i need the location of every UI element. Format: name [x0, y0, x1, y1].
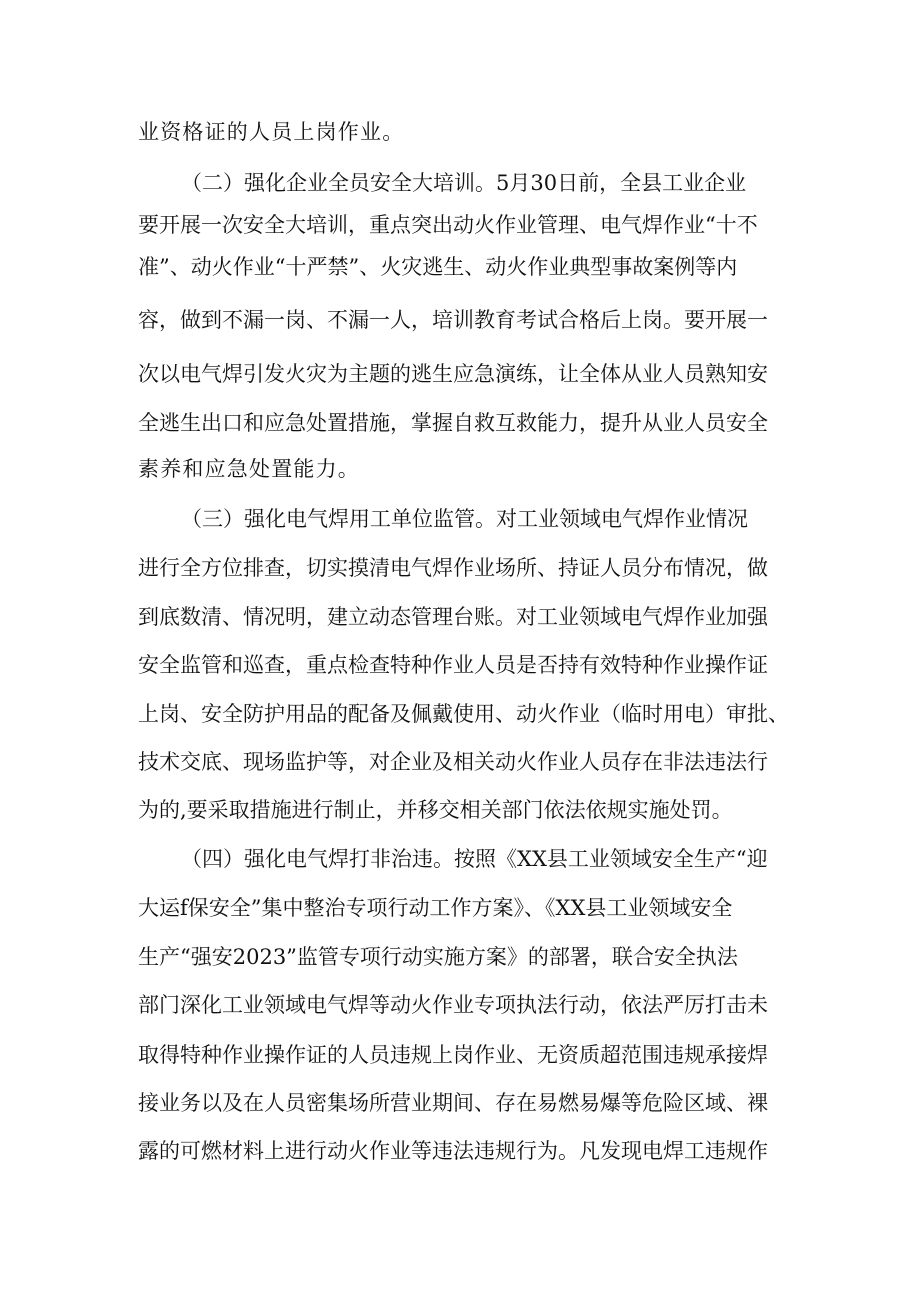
text-line: 素养和应急处置能力。 — [138, 457, 360, 481]
text-line: 生产“强安2023”监管专项行动实施方案》的部署，联合安全执法 — [138, 945, 738, 969]
text-line: 准”、动火作业“十严禁”、火灾逃生、动火作业典型事故案例等内 — [138, 255, 738, 279]
text-line: 要开展一次安全大培训，重点突出动火作业管理、电气焊作业“十不 — [138, 213, 758, 237]
text-line: 全逃生出口和应急处置措施，掌握自救互救能力，提升从业人员安全 — [138, 411, 768, 435]
text-line: （三）强化电气焊用工单位监管。对工业领域电气焊作业情况 — [181, 507, 748, 531]
text-line: 露的可燃材料上进行动火作业等违法违规行为。凡发现电焊工违规作 — [138, 1139, 768, 1163]
text-line: 技术交底、现场监护等，对企业及相关动火作业人员存在非法违法行 — [138, 750, 768, 774]
text-line: 取得特种作业操作证的人员违规上岗作业、无资质超范围违规承接焊 — [138, 1043, 768, 1067]
text-line: 安全监管和巡查，重点检查特种作业人员是否持有效特种作业操作证 — [138, 653, 768, 677]
text-line: （二）强化企业全员安全大培训。5月30日前，全县工业企业 — [181, 171, 747, 195]
text-line: 部门深化工业领域电气焊等动火作业专项执法行动，依法严厉打击未 — [138, 993, 768, 1017]
text-line: 到底数清、情况明，建立动态管理台账。对工业领域电气焊作业加强 — [138, 605, 768, 629]
text-line: 容，做到不漏一岗、不漏一人，培训教育考试合格后上岗。要开展一 — [138, 308, 768, 332]
text-line: 进行全方位排查，切实摸清电气焊作业场所、持证人员分布情况，做 — [138, 556, 768, 580]
text-line: 上岗、安全防护用品的配备及佩戴使用、动火作业（临时用电）审批、 — [138, 702, 789, 726]
text-line: 业资格证的人员上岗作业。 — [138, 120, 405, 144]
text-line: 接业务以及在人员密集场所营业期间、存在易燃易爆等危险区域、裸 — [138, 1091, 768, 1115]
text-line: 次以电气焊引发火灾为主题的逃生应急演练，让全体从业人员熟知安 — [138, 362, 768, 386]
text-line: 为的,要采取措施进行制止，并移交相关部门依法依规实施处罚。 — [138, 798, 733, 822]
text-line: 大运f保安全”集中整治专项行动工作方案》、《XX县工业领域安全 — [138, 896, 733, 920]
text-line: （四）强化电气焊打非治违。按照《XX县工业领域安全生产“迎 — [181, 847, 768, 871]
